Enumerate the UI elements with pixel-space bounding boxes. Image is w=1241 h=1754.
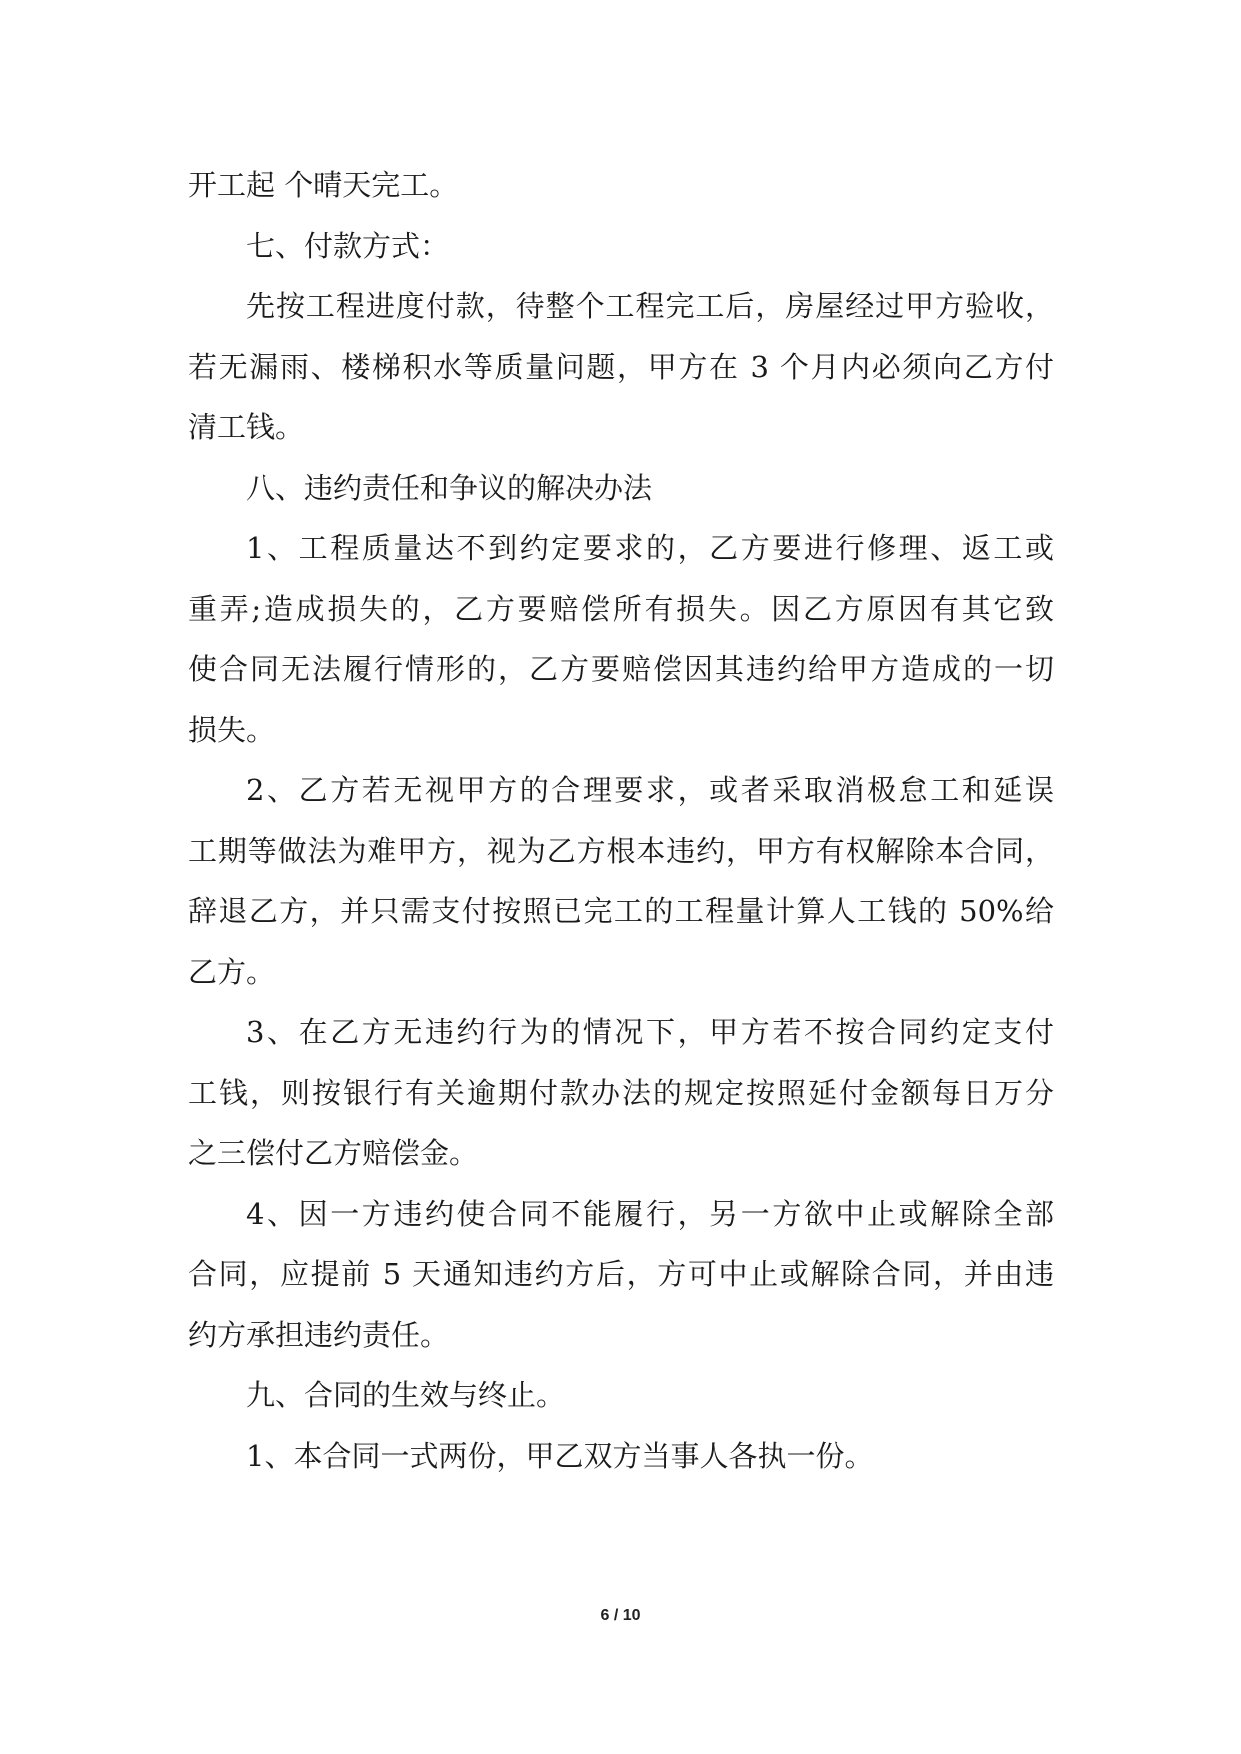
text-line: 九、合同的生效与终止。 [246,1378,566,1412]
text-line: 约方承担违约责任。 [188,1317,450,1352]
text-line: 1、工程质量达不到约定要求的，乙方要进行修理、返工或 [246,531,1054,565]
text-line: 2、乙方若无视甲方的合理要求，或者采取消极怠工和延误 [246,773,1054,807]
text-line: 工钱，则按银行有关逾期付款办法的规定按照延付金额每日万分 [188,1075,1054,1110]
text-line: 损失。 [188,712,276,747]
text-line: 先按工程进度付款，待整个工程完工后，房屋经过甲方验收， [246,289,1054,323]
text-line: 清工钱。 [188,410,305,444]
text-line: 使合同无法履行情形的，乙方要赔偿因其违约给甲方造成的一切 [188,652,1054,686]
text-line: 辞退乙方，并只需支付按照已完工的工程量计算人工钱的 50%给 [188,894,1054,928]
text-line: 开工起 个晴天完工。 [188,168,459,202]
text-line: 4、因一方违约使合同不能履行，另一方欲中止或解除全部 [246,1196,1054,1231]
text-line: 若无漏雨、楼梯积水等质量问题，甲方在 3 个月内必须向乙方付 [188,349,1054,384]
text-line: 重弄;造成损失的，乙方要赔偿所有损失。因乙方原因有其它致 [188,591,1054,626]
text-line: 3、在乙方无违约行为的情况下，甲方若不按合同约定支付 [246,1015,1054,1049]
text-line: 七、付款方式： [246,228,450,263]
text-line: 之三偿付乙方赔偿金。 [188,1136,479,1170]
text-line: 乙方。 [188,954,276,989]
document-body [188,155,1054,1486]
text-line: 八、违约责任和争议的解决办法 [246,470,653,505]
text-line: 1、本合同一式两份，甲乙双方当事人各执一份。 [246,1438,874,1473]
page-number: 6 / 10 [600,1607,641,1624]
text-line: 合同，应提前 5 天通知违约方后，方可中止或解除合同，并由违 [188,1257,1054,1291]
text-line: 工期等做法为难甲方，视为乙方根本违约，甲方有权解除本合同， [188,833,1054,868]
